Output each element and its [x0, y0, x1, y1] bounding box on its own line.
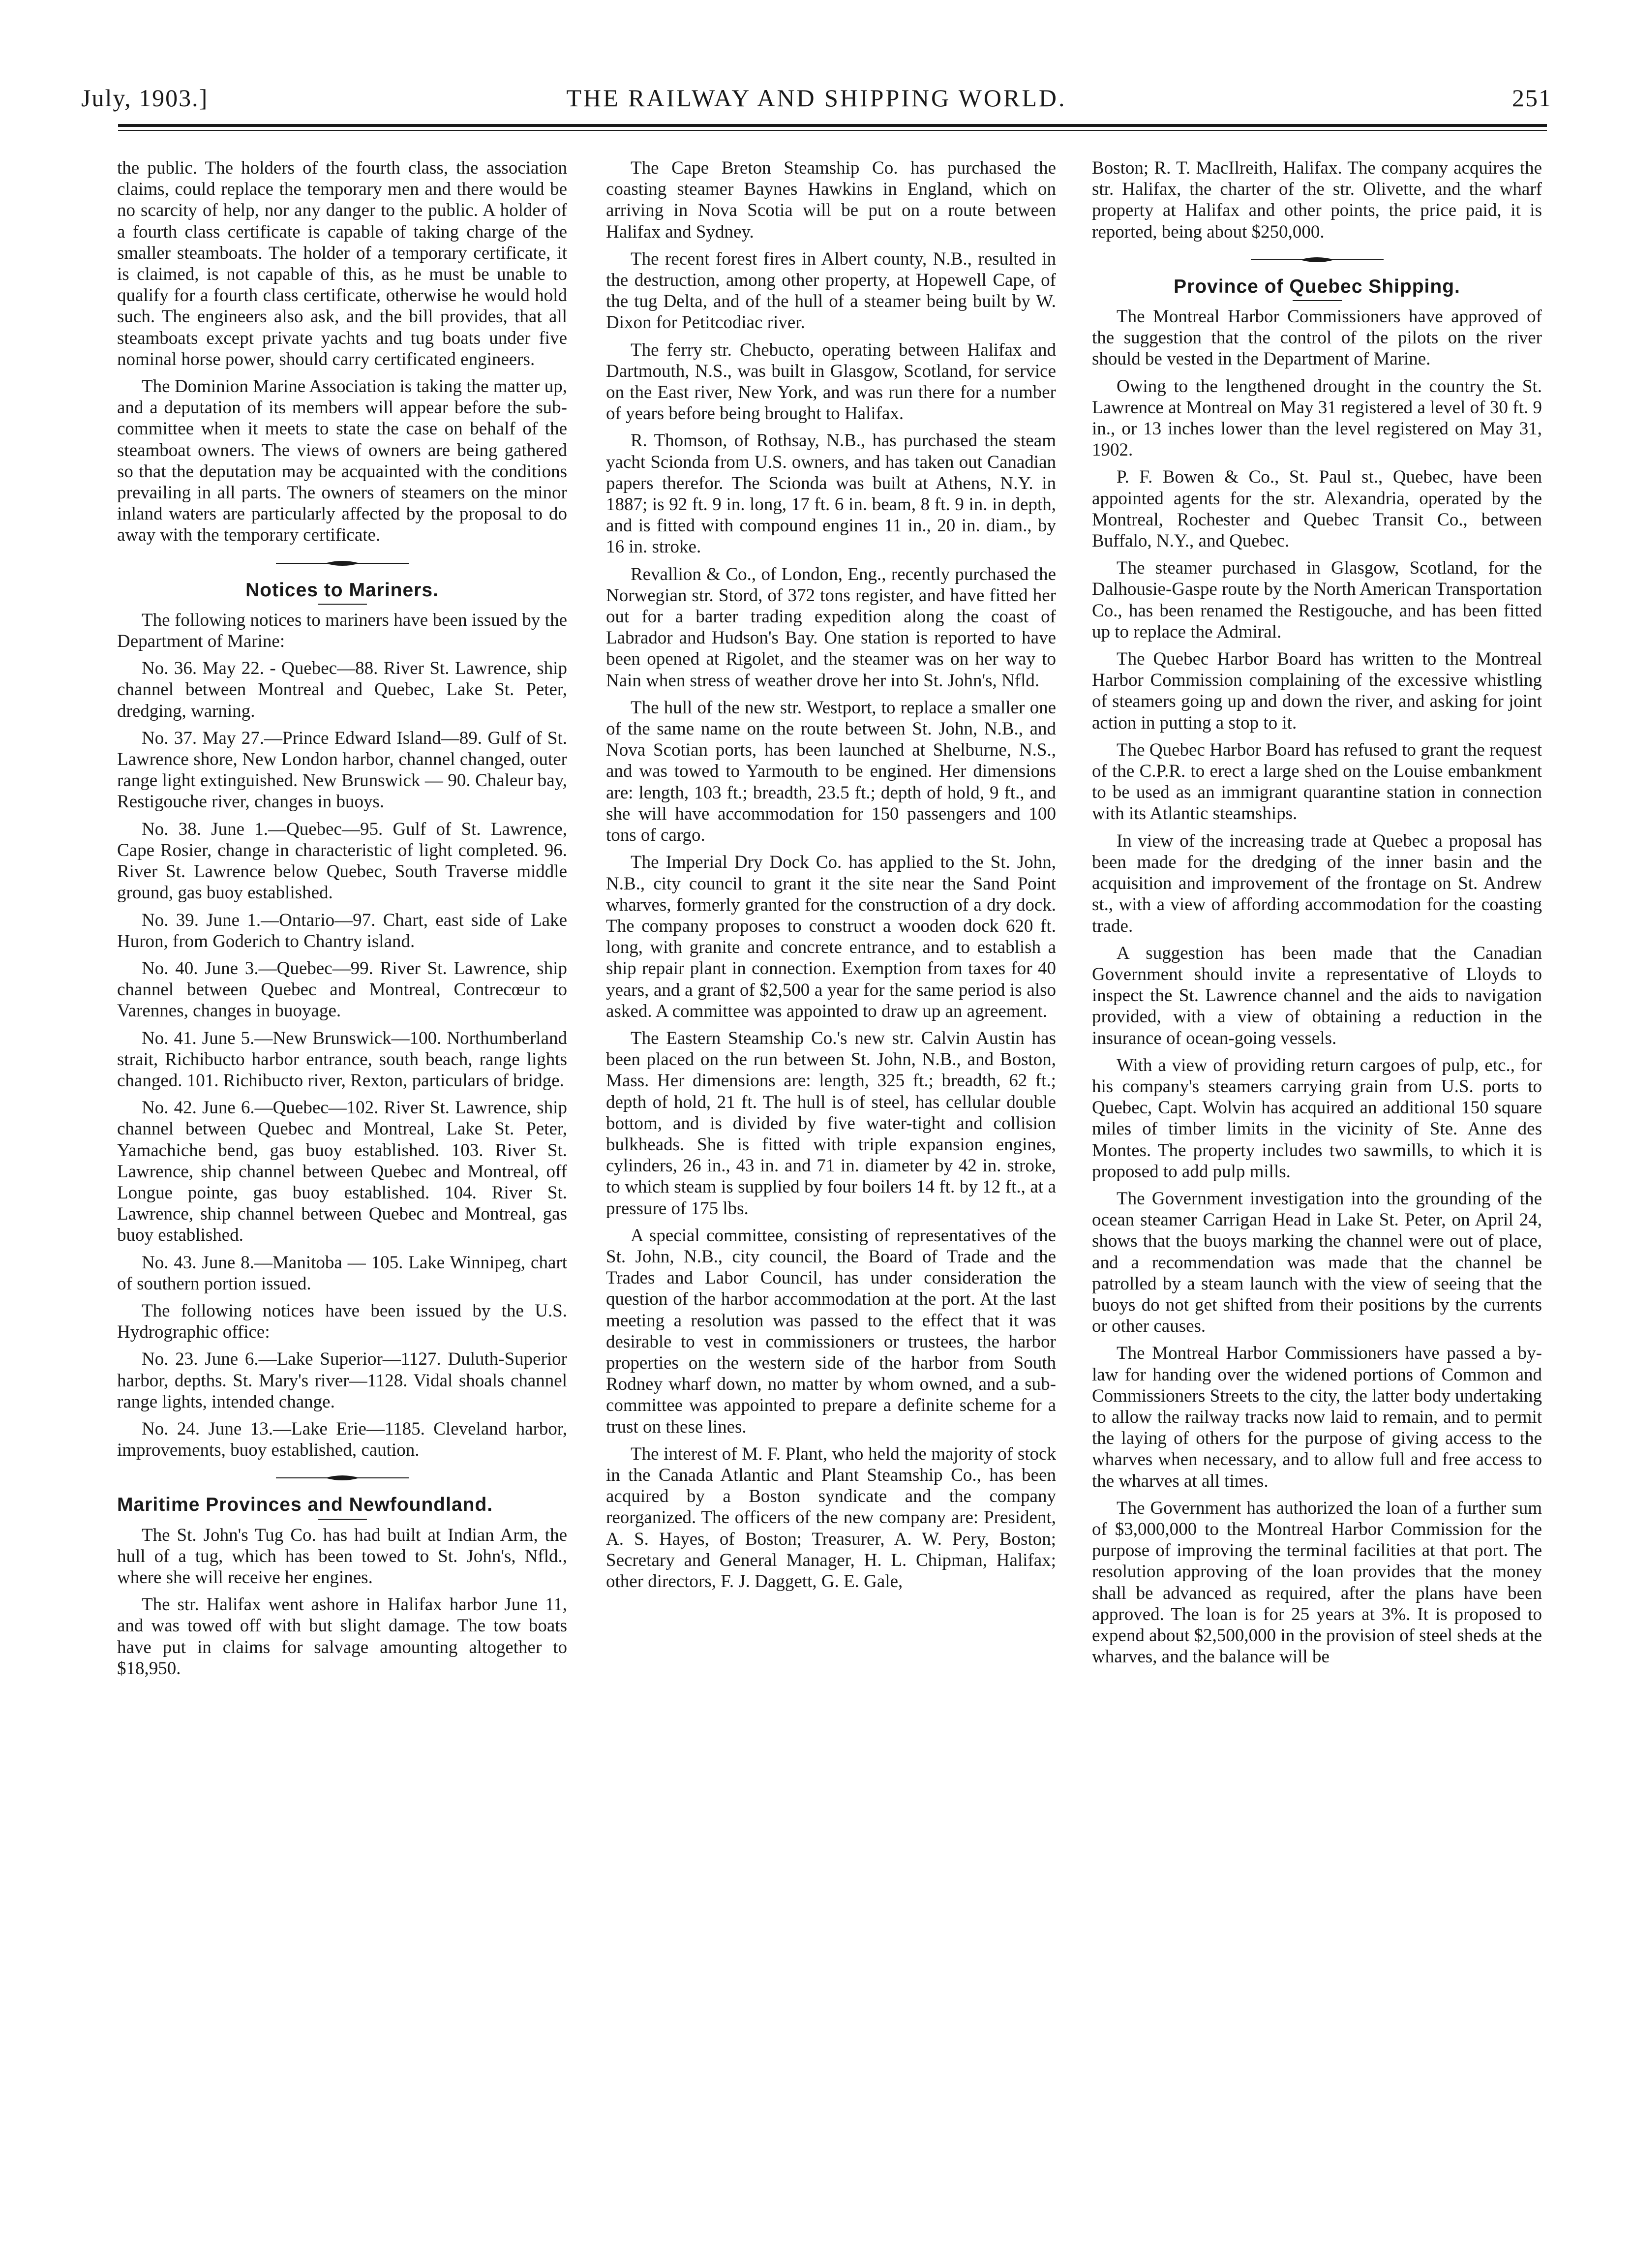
paragraph: The Quebec Harbor Board has written to the Montreal Harbor Commission complaining of the excessive whistling of steamers going up and down the river, and asking for joint action in putting a stop to it.: [1092, 649, 1542, 733]
paragraph: The Cape Breton Steamship Co. has purchased the coasting steamer Baynes Hawkins in England, which on arriving in Nova Scotia will be put on a route between Halifax and Sydney.: [606, 158, 1056, 242]
notice-item: No. 40. June 3.—Quebec—99. River St. Lawrence, ship channel between Quebec and Montreal, Contrecœur to Varennes, changes in buoyage.: [117, 958, 567, 1021]
publication-title: THE RAILWAY AND SHIPPING WORLD.: [566, 84, 1067, 112]
notice-item: No. 43. June 8.—Manitoba — 105. Lake Winnipeg, chart of southern portion issued.: [117, 1252, 567, 1294]
paragraph: The Government investigation into the grounding of the ocean steamer Carrigan Head in Lake St. Peter, on April 24, shows that the buoys marking the channel were out of place, and a recommendation was made that the channel be patrolled by a steam launch with the view of seeing that the buoys do not get shifted from their positions by the currents or other causes.: [1092, 1188, 1542, 1337]
notice-item: No. 39. June 1.—Ontario—97. Chart, east side of Lake Huron, from Goderich to Chantry island.: [117, 910, 567, 951]
paragraph: Owing to the lengthened drought in the country the St. Lawrence at Montreal on May 31 registered a level of 30 ft. 9 in., or 13 inches lower than the level registered on May 31, 1902.: [1092, 376, 1542, 460]
notice-item: No. 41. June 5.—New Brunswick—100. Northumberland strait, Richibucto harbor entrance, south beach, range lights changed. 101. Richibucto river, Rexton, particulars of bridge.: [117, 1028, 567, 1091]
paragraph: The hull of the new str. Westport, to replace a smaller one of the same name on the route between St. John, N.B., and Nova Scotian ports, has been launched at Shelburne, N.S., and was towed to Yarmouth to be engined. Her dimensions are: length, 103 ft.; breadth, 23.5 ft.; depth of hold, 9 ft., and she will have accommodation for 150 passengers and 100 tons of cargo.: [606, 697, 1056, 846]
notice-item: No. 38. June 1.—Quebec—95. Gulf of St. Lawrence, Cape Rosier, change in characteristic of light completed. 96. River St. Lawrence below Quebec, South Traverse middle ground, gas buoy established.: [117, 819, 567, 903]
paragraph: The steamer purchased in Glasgow, Scotland, for the Dalhousie-Gaspe route by the North American Transportation Co., has been renamed the Restigouche, and has been fitted up to replace the Admiral.: [1092, 558, 1542, 642]
section-ornament: [276, 1471, 409, 1485]
paragraph: The Montreal Harbor Commissioners have approved of the suggestion that the control of the pilots on the river should be vested in the Department of Marine.: [1092, 306, 1542, 369]
paragraph: P. F. Bowen & Co., St. Paul st., Quebec, have been appointed agents for the str. Alexandria, operated by the Montreal, Rochester and Quebec Transit Co., between Buffalo, N.Y., and Quebec.: [1092, 467, 1542, 552]
notice-item: No. 37. May 27.—Prince Edward Island—89. Gulf of St. Lawrence shore, New London harbor, channel changed, outer range light extinguished. New Brunswick — 90. Chaleur bay, Restigouche river, changes in buoys.: [117, 728, 567, 812]
paragraph: R. Thomson, of Rothsay, N.B., has purchased the steam yacht Scionda from U.S. owners, and has taken out Canadian papers therefor. The Scionda was built at Athens, N.Y. in 1887; is 92 ft. 9 in. long, 17 ft. 6 in. beam, 8 ft. 9 in. in depth, and is fitted with compound engines 11 in., 20 in. diam., by 16 in. stroke.: [606, 430, 1056, 557]
section-ornament: [1251, 252, 1384, 267]
header-rule-thin: [118, 130, 1547, 131]
paragraph: The Imperial Dry Dock Co. has applied to the St. John, N.B., city council to grant it the site near the Sand Point wharves, formerly granted for the construction of a dry dock. The company proposes to construct a wooden dock 620 ft. long, with granite and concrete entrance, and to establish a ship repair plant in connection. Exemption from taxes for 40 years, and a grant of $2,500 a year for the same period is also asked. A committee was appointed to draw up an agreement.: [606, 852, 1056, 1021]
paragraph: The interest of M. F. Plant, who held the majority of stock in the Canada Atlantic and Plant Steamship Co., has been acquired by a Boston syndicate and the company reorganized. The officers of the new company are: President, A. S. Hayes, of Boston; Treasurer, A. W. Pery, Boston; Secretary and General Manager, H. L. Chipman, Halifax; other directors, F. J. Daggett, G. E. Gale,: [606, 1443, 1056, 1592]
notice-item: No. 42. June 6.—Quebec—102. River St. Lawrence, ship channel between Quebec and Montreal, Lake St. Peter, Yamachiche bend, gas buoy established. 103. River St. Lawrence, ship channel between Quebec and Montreal, off Longue pointe, gas buoy established. 104. River St. Lawrence, ship channel between Quebec and Montreal, gas buoy established.: [117, 1098, 567, 1246]
paragraph: The recent forest fires in Albert county, N.B., resulted in the destruction, among other property, at Hopewell Cape, of the tug Delta, and of the hull of a steamer being built by W. Dixon for Petitcodiac river.: [606, 248, 1056, 333]
paragraph: The Montreal Harbor Commissioners have passed a by-law for handing over the widened portions of Common and Commissioners Streets to the city, the latter body undertaking to allow the railway tracks now laid to remain, and to permit the laying of others for the purpose of giving access to the wharves when necessary, and to allow full and free access to the wharves at all times.: [1092, 1343, 1542, 1491]
paragraph: the public. The holders of the fourth class, the association claims, could replace the temporary men and there would be no scarcity of help, nor any danger to the public. A holder of a fourth class certificate is capable of taking charge of the smaller steamboats. The holder of a temporary certificate, it is claimed, is not capable of this, as he must be unable to qualify for a fourth class certificate, otherwise he would hold such. The engineers also ask, and the bill provides, that all steamboats except private yachts and tug boats under five nominal horse power, should carry certificated engineers.: [117, 158, 567, 369]
paragraph: A suggestion has been made that the Canadian Government should invite a representative of Lloyds to inspect the St. Lawrence channel and the aids to navigation provided, with a view of obtaining a reduction in the insurance of ocean-going vessels.: [1092, 943, 1542, 1048]
section-heading-notices: Notices to Mariners.: [245, 579, 439, 601]
notice-item: No. 24. June 13.—Lake Erie—1185. Cleveland harbor, improvements, buoy established, caution.: [117, 1418, 567, 1461]
section-heading-maritime: Maritime Provinces and Newfoundland.: [117, 1494, 493, 1516]
paragraph: Boston; R. T. MacIlreith, Halifax. The company acquires the str. Halifax, the charter of the str. Olivette, and the wharf property at Halifax and other points, the price paid, it is reported, being about $250,000.: [1092, 158, 1542, 242]
paragraph: The Eastern Steamship Co.'s new str. Calvin Austin has been placed on the run between St. John, N.B., and Boston, Mass. Her dimensions are: length, 325 ft.; breadth, 62 ft.; depth of hold, 21 ft. The hull is of steel, has cellular double bottom, and is divided by five water-tight and collision bulkheads. She is fitted with triple expansion engines, cylinders, 26 in., 43 in. and 71 in. diameter by 42 in. stroke, to which steam is supplied by four boilers 14 ft. by 12 ft., at a pressure of 175 lbs.: [606, 1028, 1056, 1219]
paragraph: The Dominion Marine Association is taking the matter up, and a deputation of its members will appear before the sub-committee when it meets to state the case on behalf of the steamboat owners. The views of owners are being gathered so that the deputation may be acquainted with the conditions prevailing in all parts. The owners of steamers on the minor inland waters are particularly affected by the proposal to do away with the temporary certificate.: [117, 376, 567, 546]
page-number: 251: [1512, 84, 1552, 112]
notice-item: No. 23. June 6.—Lake Superior—1127. Duluth-Superior harbor, depths. St. Mary's river—1128. Vidal shoals channel range lights, intended change.: [117, 1349, 567, 1412]
heading-underline: [318, 604, 367, 605]
heading-underline: [1293, 300, 1342, 301]
paragraph: Revallion & Co., of London, Eng., recently purchased the Norwegian str. Stord, of 372 tons register, and have fitted her out for a barter trading expedition along the coast of Labrador and Hudson's Bay. One station is reported to have been opened at Rigolet, and the steamer was on her way to Nain when stress of weather drove her into St. John's, Nfld.: [606, 564, 1056, 691]
column-2: [606, 157, 1056, 2253]
paragraph: The Government has authorized the loan of a further sum of $3,000,000 to the Montreal Harbor Commission for the purpose of improving the terminal facilities at that port. The resolution approving of the loan provides that the money shall be advanced as required, after the plans have been approved. The loan is for 25 years at 3%. It is proposed to expend about $2,500,000 in the provision of steel sheds at the wharves, and the balance will be: [1092, 1498, 1542, 1667]
paragraph: The Quebec Harbor Board has refused to grant the request of the C.P.R. to erect a large shed on the Louise embankment to be used as an immigrant quarantine station in connection with its Atlantic steamships.: [1092, 739, 1542, 824]
paragraph: The following notices to mariners have been issued by the Department of Marine:: [117, 610, 567, 652]
paragraph: In view of the increasing trade at Quebec a proposal has been made for the dredging of the inner basin and the acquisition and improvement of the frontage on St. Andrew st., with a view of affording accommodation for the coasting trade.: [1092, 830, 1542, 936]
heading-underline: [318, 1519, 367, 1520]
paragraph: The ferry str. Chebucto, operating between Halifax and Dartmouth, N.S., was built in Glasgow, Scotland, for service on the East river, New York, and was run there for a number of years before being brought to Halifax.: [606, 339, 1056, 424]
paragraph: A special committee, consisting of representatives of the St. John, N.B., city council, the Board of Trade and the Trades and Labor Council, has under consideration the question of the harbor accommodation at the port. At the last meeting a resolution was passed to the effect that it was desirable to vest in commissioners or trustees, the harbor properties on the western side of the harbor from South Rodney wharf down, no matter by whom owned, and a sub-committee was appointed to prepare a definite scheme for a trust on these lines.: [606, 1225, 1056, 1437]
column-1: [117, 157, 567, 2253]
section-heading-quebec: Province of Quebec Shipping.: [1174, 276, 1460, 297]
notice-item: No. 36. May 22. - Quebec—88. River St. Lawrence, ship channel between Montreal and Quebec, Lake St. Peter, dredging, warning.: [117, 658, 567, 721]
running-header: [81, 84, 1552, 118]
issue-date: July, 1903.]: [81, 84, 209, 112]
paragraph: With a view of providing return cargoes of pulp, etc., for his company's steamers carrying grain from U.S. ports to Quebec, Capt. Wolvin has acquired an additional 150 square miles of timber limits in the vicinity of Ste. Anne des Montes. The property includes two sawmills, to which it is proposed to add pulp mills.: [1092, 1055, 1542, 1182]
paragraph: The St. John's Tug Co. has had built at Indian Arm, the hull of a tug, which has been towed to St. John's, Nfld., where she will receive her engines.: [117, 1525, 567, 1588]
paragraph: The following notices have been issued by the U.S. Hydrographic office:: [117, 1300, 567, 1343]
column-3: [1092, 157, 1542, 2253]
section-ornament: [276, 556, 409, 571]
paragraph: The str. Halifax went ashore in Halifax harbor June 11, and was towed off with but slight damage. The tow boats have put in claims for salvage amounting altogether to $18,950.: [117, 1594, 567, 1679]
header-rule-thick: [118, 124, 1547, 127]
